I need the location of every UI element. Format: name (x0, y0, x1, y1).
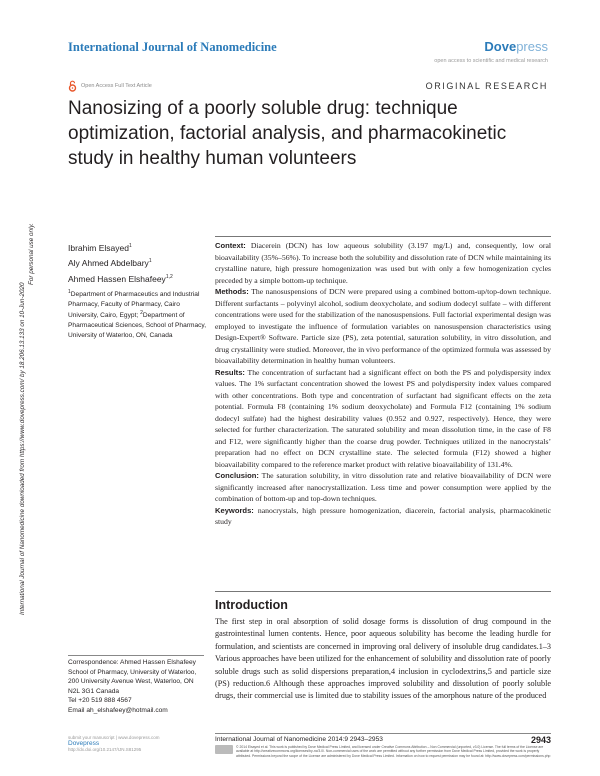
correspondence-address: School of Pharmacy, University of Waterloo, 200 University Avenue West, Waterloo, ON N2L 3G1 Canada (68, 668, 197, 695)
abstract-text: The saturation solubility, in vitro dissolution rate and relative bioavailability of DCN were significantly increased after nanocrystallization. Less time and power consumption were applied by the combination of bottom-up and top-down techniques. (215, 471, 551, 503)
author-affiliation-mark: 1,2 (165, 273, 173, 280)
author-name: Ahmed Hassen Elshafeey (68, 273, 166, 284)
affiliation-number: 2 (140, 310, 143, 317)
doi-link[interactable]: http://dx.doi.org/10.2147/IJN.S81295 (68, 747, 142, 752)
author (68, 271, 173, 286)
correspondence-rule (68, 655, 204, 656)
journal-name: International Journal of Nanomedicine (68, 40, 277, 54)
correspondence-email[interactable]: Email ah_elshafeey@hotmail.com (68, 706, 168, 714)
abstract-text: Diacerein (DCN) has low aqueous solubility (3.197 mg/L) and, consequently, low oral bioavailability (35%–56%). To increase both the solubility and dissolution rate of DCN while maintaining its crystalline nature, high pressure homogenization was used but with only a few homogenization cycles preceded by a simple bottom-up technique. (215, 241, 551, 285)
open-access-text: Open Access Full Text Article (81, 83, 152, 89)
correspondence-block (68, 658, 204, 715)
license-text: © 2014 Elsayed et al. This work is published by Dove Medical Press Limited, and licensed under Creative Commons Attribution – Non Commercial (unported, v3.0) License. The full terms of the License are available at http://creativecommons.org/licenses/by-nc/3.0/. Non-commercial uses of the work are permitted without any further permission from Dove Medical Press Limited, provided the work is properly attributed. Permissions beyond the scope of the License are administered by Dove Medical Press Limited. Information on how to request permission may be found at: http://www.dovepress.com/permissions.php (236, 745, 551, 758)
abstract-keywords (215, 505, 551, 528)
author-affiliation-mark: 1 (128, 243, 132, 249)
article-title: Nanosizing of a poorly soluble drug: technique optimization, factorial analysis, and pharmacokinetic study in healthy human volunteers (68, 98, 507, 169)
submit-link[interactable]: submit your manuscript | www.dovepress.com (68, 735, 160, 740)
open-access-label (68, 80, 152, 92)
abstract-label: Methods: (215, 287, 249, 296)
footer-rule (215, 733, 551, 734)
footer-citation: International Journal of Nanomedicine 2014:9 2943–2953 (215, 736, 383, 743)
abstract-label: Results: (215, 367, 245, 377)
author-name: Ibrahim Elsayed (68, 242, 129, 253)
author (68, 255, 173, 270)
abstract-context (215, 240, 551, 286)
download-watermark-line1: International Journal of Nanomedicine downloaded from https://www.dovepress.com/ by 18.206.13.133 on 10-Jun-2020 (19, 282, 26, 615)
publisher-name-light: press (516, 39, 548, 54)
abstract-methods (215, 286, 551, 367)
abstract-label: Keywords: (215, 505, 254, 515)
abstract-text: nanocrystals, high pressure homogenization, diacerein, factorial analysis, pharmacokinetic study (215, 505, 551, 526)
author-list (68, 240, 173, 286)
download-watermark-svg (14, 110, 36, 630)
affiliation-number: 1 (68, 289, 71, 295)
download-watermark-line2: For personal use only. (28, 223, 35, 285)
abstract-results (215, 367, 551, 471)
abstract-label: Context: (215, 241, 246, 250)
creative-commons-icon (215, 745, 233, 754)
author-affiliation-mark: 1 (148, 258, 152, 265)
author (68, 240, 173, 255)
abstract (215, 240, 551, 528)
correspondence-tel: Tel +20 519 888 4567 (68, 697, 132, 704)
publisher-logo (484, 39, 548, 54)
footer-left (68, 735, 159, 753)
abstract-conclusion (215, 470, 551, 505)
footer-dovepress-logo: Dovepress (68, 740, 100, 747)
open-access-icon (68, 80, 77, 92)
affiliation-text: Department of Pharmaceutics and Industrial Pharmacy, Faculty of Pharmacy, Cairo University, Cairo, Egypt; (68, 291, 200, 320)
abstract-bottom-rule (215, 591, 551, 592)
author-name: Aly Ahmed Abdelbary (68, 258, 149, 269)
affiliations (68, 288, 208, 340)
article-type: ORIGINAL RESEARCH (425, 81, 548, 91)
affiliation-text: Department of Pharmaceutical Sciences, School of Pharmacy, University of Waterloo, ON, Canada (68, 312, 207, 339)
introduction-text: The first step in oral absorption of solid dosage forms is dissolution of drug compound in the gastrointestinal lumen contents. Hence, poor aqueous solubility has become the leading hurdle for formulation, and scientists are concerned in improving oral delivery of insoluble drug candidates.1–3 Various approaches have been utilized for the enhancement of solubility and dissolution rate of poorly soluble drugs such as solid dispersions preparation,4 inclusion in cyclodextrins,5 and particle size (PS) reduction.6 Although these approaches improved solubility and dissolution of poorly soluble drugs, their commercial use is limited due to stability issues of the amorphous nature of the produced (215, 617, 551, 701)
license-notice (215, 745, 551, 758)
abstract-text: The nanosuspensions of DCN were prepared using a combined bottom-up/top-down technique. Different surfactants – polyvinyl alcohol, sodium deoxycholate, and sodium dodecyl sulfate – with different concentrations were used for the stabilization of the nanosuspensions. Full factorial experimental design was employed to investigate the influence of formulation variables on nanosuspension characteristics using Design-Expert® Software. Particle size (PS), zeta potential, saturation solubility, in vitro dissolution, and drug crystallinity were studied. Moreover, the in vivo performance of the optimized formula was assessed by bioavailability determination in healthy human volunteers. (215, 287, 551, 365)
page-number: 2943 (530, 735, 551, 745)
correspondence-label: Correspondence: Ahmed Hassen Elshafeey (68, 659, 196, 666)
download-watermark (14, 110, 36, 630)
publisher-tagline: open access to scientific and medical research (434, 58, 548, 64)
abstract-top-rule (215, 236, 551, 237)
abstract-label: Conclusion: (215, 471, 259, 480)
publisher-name-bold: Dove (484, 39, 517, 54)
abstract-text: The concentration of surfactant had a significant effect on both the PS and polydispersity index values. The 1% surfactant concentration showed the lowest PS and polydispersity index values compared with other concentrations. Both type and concentration of surfactant had significant effects on the zeta potential. Formula F8 (containing 1% sodium deoxycholate) and Formula F12 (containing 1% sodium dodecyl sulfate) had the highest desirability values (0.952 and 0.927, respectively). Hence, they were selected for further characterization. The saturated solubility and mean dissolution time, in the case of F8 and F12, were significantly higher than the coarse drug powder. Techniques utilized in the nanocrystals’ preparation had no effect on DCN crystalline state. The selected formula (F12) showed a higher bioavailability compared to the reference market product with relative bioavailability of 131.4%. (215, 367, 551, 469)
section-heading-introduction: Introduction (215, 598, 288, 612)
